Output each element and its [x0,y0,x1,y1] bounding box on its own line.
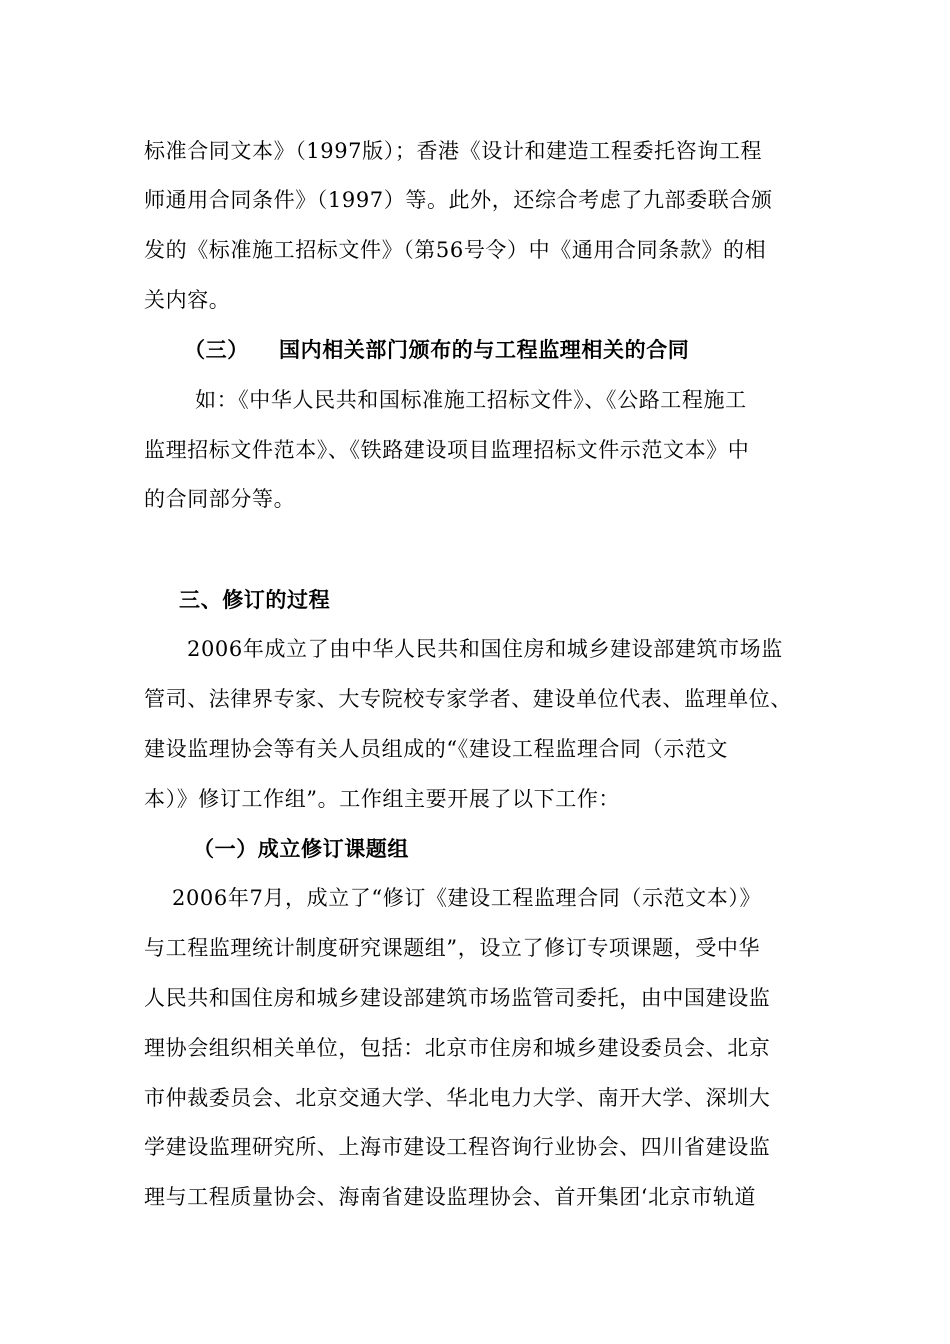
paragraph-line: 的合同部分等。 [144,487,296,511]
paragraph-line: 市仲裁委员会、北京交通大学、华北电力大学、南开大学、深圳大 [144,1086,771,1110]
paragraph-line: 师通用合同条件》（1997）等。此外，还综合考虑了九部委联合颁 [144,188,773,212]
paragraph-line: 人民共和国住房和城乡建设部建筑市场监管司委托，由中国建设监 [144,986,771,1010]
paragraph-line: 2006年成立了由中华人民共和国住房和城乡建设部建筑市场监 [187,637,783,661]
paragraph-line: 本）》修订工作组”。工作组主要开展了以下工作： [144,787,621,811]
heading-title: 国内相关部门颁布的与工程监理相关的合同 [279,337,690,362]
heading-number: （三） [184,337,249,362]
paragraph-line: 如：《中华人民共和国标准施工招标文件》、《公路工程施工 [195,388,747,412]
paragraph-line: 建设监理协会等有关人员组成的“《建设工程监理合同（示范文 [144,737,729,761]
paragraph-line: 学建设监理研究所、上海市建设工程咨询行业协会、四川省建设监 [144,1135,771,1159]
paragraph-line: 理协会组织相关单位，包括：北京市住房和城乡建设委员会、北京 [144,1036,771,1060]
subheading: （一）成立修订课题组 [193,836,409,861]
paragraph-line: 监理招标文件范本》、《铁路建设项目监理招标文件示范文本》中 [144,438,750,462]
paragraph-line: 标准合同文本》（1997版）；香港《设计和建造工程委托咨询工程 [144,139,763,163]
paragraph-line: 管司、法律界专家、大专院校专家学者、建设单位代表、监理单位、 [144,687,792,711]
paragraph-line: 发的《标准施工招标文件》（第56号令）中《通用合同条款》的相 [144,238,767,262]
paragraph-line: 2006年7月，成立了“修订《建设工程监理合同（示范文本）》 [172,886,762,910]
paragraph-line: 理与工程质量协会、海南省建设监理协会、首开集团‘北京市轨道 [144,1185,757,1209]
paragraph-line: 关内容。 [144,288,231,312]
paragraph-line: 与工程监理统计制度研究课题组”，设立了修订专项课题，受中华 [144,936,761,960]
section-heading: 三、修订的过程 [179,587,331,612]
